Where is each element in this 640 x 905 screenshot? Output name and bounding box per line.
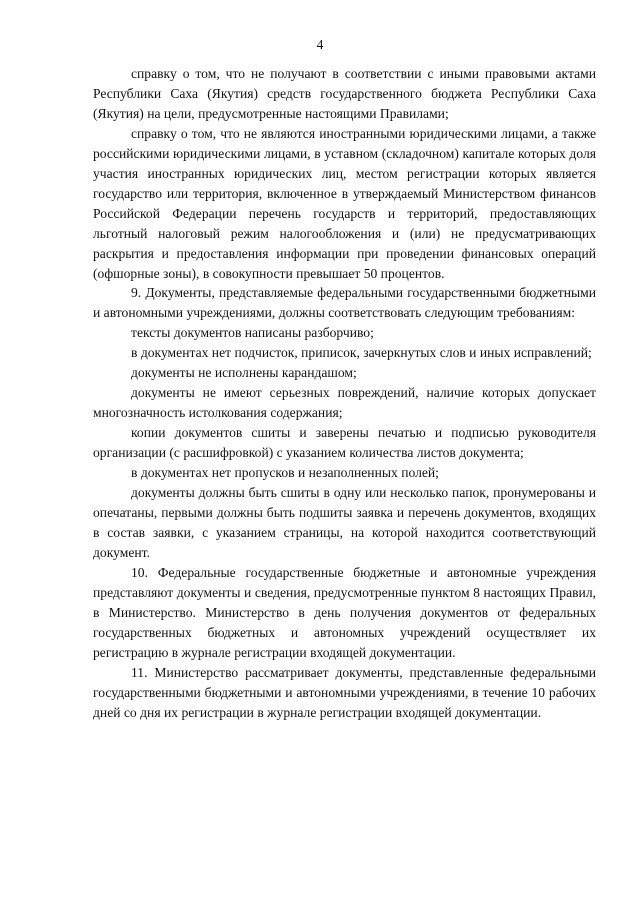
requirement-no-gaps: в документах нет пропусков и незаполненных полей; — [131, 465, 439, 481]
requirement-no-erasures: в документах нет подчисток, приписок, зачеркнутых слов и иных исправлений; — [131, 345, 592, 361]
paragraph-item-9: 9. Документы, представляемые федеральными государственными бюджетными и автономными учреждениями, должны соответствовать следующим требованиям: — [93, 285, 596, 321]
paragraph-item-11: 11. Министерство рассматривает документы, представленные федеральными государственными бюджетными и автономными учреждениями, в течение 10 рабочих дней со дня их регистрации в журнале регистрации входящей документации. — [93, 664, 596, 720]
requirement-legible: тексты документов написаны разборчиво; — [131, 325, 374, 341]
requirement-no-pencil: документы не исполнены карандашом; — [131, 365, 357, 381]
document-body — [93, 64, 596, 722]
page-number: 4 — [316, 37, 324, 52]
requirement-copies-certified: копии документов сшиты и заверены печатью и подписью руководителя организации (с расшифровкой) с указанием количества листов документа; — [93, 425, 596, 461]
requirement-no-damage: документы не имеют серьезных повреждений, наличие которых допускает многозначность истолкования содержания; — [93, 385, 596, 421]
paragraph-certificate-not-foreign: справку о том, что не являются иностранными юридическими лицами, а также российскими юридическими лицами, в уставном (складочном) капитале которых доля участия иностранных юридических лиц, местом регистрации которых является государство или территория, включенное в утверждаемый Министерством финансов Российской Федерации перечень государств и территорий, предоставляющих льготный налоговый режим налогообложения и (или) не предусматривающих раскрытия и предоставления информации при проведении финансовых операций (офшорные зоны), в совокупности превышает 50 процентов. — [93, 125, 596, 281]
paragraph-item-10: 10. Федеральные государственные бюджетные и автономные учреждения представляют документы и сведения, предусмотренные пунктом 8 настоящих Правил, в Министерство. Министерство в день получения документов от федеральных государственных бюджетных и автономных учреждений осуществляет их регистрацию в журнале регистрации входящей документации. — [93, 564, 596, 660]
requirement-bound-numbered: документы должны быть сшиты в одну или несколько папок, пронумерованы и опечатаны, первыми должны быть подшиты заявка и перечень документов, входящих в состав заявки, с указанием страницы, на которой находится соответствующий документ. — [93, 485, 596, 560]
paragraph-certificate-no-funding: справку о том, что не получают в соответствии с иными правовыми актами Республики Саха (Якутия) средств государственного бюджета Республики Саха (Якутия) на цели, предусмотренные настоящими Правилами; — [93, 66, 596, 121]
